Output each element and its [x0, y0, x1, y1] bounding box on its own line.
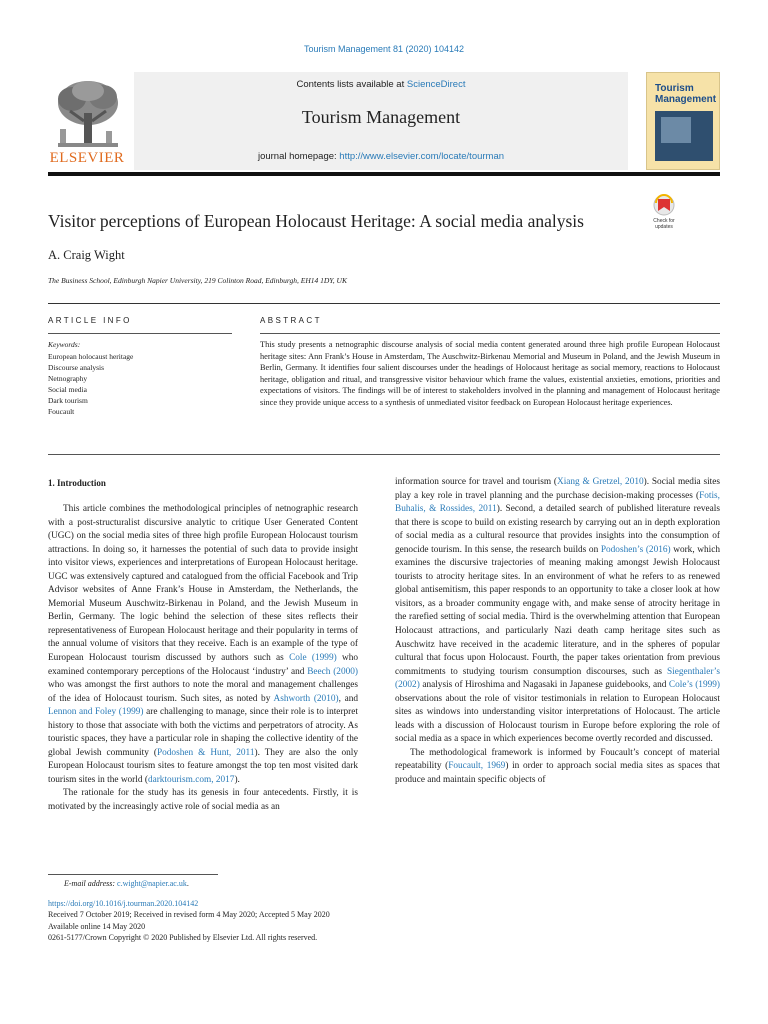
copyright: 0261-5177/Crown Copyright © 2020 Published by Elsevier Ltd. All rights reserved. [48, 932, 318, 942]
email-link[interactable]: c.wight@napier.ac.uk [117, 879, 187, 888]
body-column-left [48, 503, 358, 815]
divider [48, 303, 720, 304]
citation-link[interactable]: Podoshen & Hunt, 2011 [156, 747, 255, 758]
abstract-heading: ABSTRACT [260, 316, 322, 325]
elsevier-wordmark: ELSEVIER [49, 150, 125, 166]
publication-info [48, 898, 330, 943]
email-label: E-mail address: [64, 879, 116, 888]
paragraph: This article combines the methodological principles of netnographic research with a post-structuralist discursive analytic to critique User Generated Content (UGC) on the social media sites of three high profile European Holocaust tourism attractions. In doing so, it harnesses the potential of such data to provide insight into visitor views, experiences and interpretations of European Holocaust heritage. UGC was extensively captured and catalogued from the official Facebook and Trip Advisor websites of Anne Frank’s House in Amsterdam, the Netherlands, the Memorial Museum Auschwitz-Birkenau in Poland, and the Jewish Museum in Berlin, Germany. The logic behind the selection of these sites reflects their representativeness of European Holocaust heritage and their popularity in terms of the annual volume of visitors that they receive. Each is an example of the type of European Holocaust tourism discussed by authors such as Cole (1999) who examined contemporary perceptions of the Holocaust ‘industry’ and Beech (2000) who was amongst the first authors to note the moral and management challenges of the idea of Holocaust tourism. Such sites, as noted by Ashworth (2010), and Lennon and Foley (1999) are challenging to manage, since their role is to interpret history to those that associate with both the victims and perpetrators of atrocity. As touristic spaces, they have a particular role in shaping the collective identity of the global Jewish community (Podoshen & Hunt, 2011). They are also the only European Holocaust tourism sites to feature amongst the top ten most visited dark tourism sites in the world (darktourism.com, 2017). [48, 504, 359, 785]
header-rule [48, 172, 720, 176]
paragraph: The rationale for the study has its genesis in four antecedents. Firstly, it is motivated by the increasingly active role of social media as an [48, 788, 358, 813]
divider [48, 454, 720, 455]
abstract-rule [260, 333, 720, 334]
keyword-item: Dark tourism [48, 396, 88, 405]
homepage-prefix: journal homepage: [257, 151, 340, 162]
citation-link[interactable]: Lennon and Foley (1999) [48, 707, 144, 718]
keyword-item: Discourse analysis [48, 363, 105, 372]
keyword-item: Netnography [48, 374, 88, 383]
abstract-text: This study presents a netnographic discourse analysis of social media content generated around three high profile European Holocaust heritage sites: Ann Frank’s House in Amsterdam, The Auschwitz-Birkenau Memorial and Museum in Poland, and the Jewish Museum in Berlin, Germany. It identifies four salient discourses under the headings of Holocaust heritage as social memory, reactions to Holocaust heritage, obligation and ritual, and transgressive visitor behaviour which frame the values, existential anxieties, emotions, priorities and expectations of visitors. The findings will be of interest to stakeholders involved in the planning and management of Holocaust heritage since they provide unique access to a synthesis of unmediated visitor feedback on European Holocaust heritage experiences. [260, 340, 720, 407]
citation-link[interactable]: Beech (2000) [307, 666, 358, 677]
cover-title [655, 83, 716, 105]
homepage-line [134, 151, 628, 162]
citation-link[interactable]: Podoshen’s (2016) [600, 544, 671, 555]
cover-title-line1: Tourism [655, 83, 694, 94]
article-info-rule [48, 333, 232, 334]
elsevier-tree-icon [48, 73, 126, 151]
sciencedirect-link[interactable]: ScienceDirect [406, 79, 466, 90]
check-updates-label-line2: updates [655, 224, 673, 229]
keyword-item: Social media [48, 385, 87, 394]
keywords-list [48, 351, 133, 417]
footnote-rule [48, 874, 218, 875]
journal-cover-thumbnail[interactable] [646, 72, 720, 170]
citation-link[interactable]: Fotis, Buhalis, & Rossides, 2011 [395, 490, 720, 515]
keyword-item: European holocaust heritage [48, 352, 134, 361]
paragraph: information source for travel and tourism (Xiang & Gretzel, 2010). Social media sites play a key role in travel planning and the purchase decision-making processes (Fotis, Buhalis, & Rossides, 2011). Second, a detailed search of published literature reveals that there is scope to build on existing research by carrying out an in depth exploration of social media as a cultural resource that provides insights into the consumption of genocide tourism. In this sense, the research builds on Podoshen’s (2016) work, which examines the discursive trajectories of meaning making amongst Jewish Holocaust tourists to atrocity heritage sites. In an environment of what he refers to as renewed global antisemitism, this paper responds to an opportunity to take a closer look at how visitors, as a broader community engage with, and make sense of atrocity heritage in the rarefied setting of social media. Third is the overwhelming attention that European Holocaust attractions, and particularly Nazi death camp heritage sites such as Auschwitz have received in the academic literature, and in the spheres of popular cultural that focus upon Holocaust. Fourth, the paper takes orientation from previous commitments to studying tourism consumption discourses, such as Siegenthaler’s (2002) analysis of Hiroshima and Nagasaki in Japanese guidebooks, and Cole’s (1999) observations about the role of visitor testimonials in relation to European Holocaust sites as windows into understanding visitor interpretations of Holocaust. The article leads with a discussion of Holocaust tourism in Europe before exploring the role of social media as a space in which experiences become overtly recorded and discussed. [395, 477, 720, 745]
author-name: A. Craig Wight [48, 248, 125, 262]
paragraph: The methodological framework is informed by Foucault’s concept of material repeatability (Foucault, 1969) in order to approach social media sites as spaces that produce and maintain specific objects of [395, 747, 720, 786]
cover-image-inset [661, 117, 691, 143]
check-updates-label-line1: Check for [653, 218, 675, 224]
contents-prefix: Contents lists available at [296, 79, 407, 90]
journal-reference-link[interactable]: Tourism Management 81 (2020) 104142 [303, 44, 465, 54]
available-online: Available online 14 May 2020 [48, 921, 146, 931]
check-for-updates-button[interactable] [648, 193, 680, 229]
section-heading-introduction: 1. Introduction [48, 478, 106, 488]
keywords-label: Keywords: [48, 340, 81, 349]
citation-link[interactable]: Xiang & Gretzel, 2010 [556, 477, 644, 487]
cover-title-line2: Management [655, 94, 717, 105]
footnote-email: E-mail address: c.wight@napier.ac.uk. [64, 879, 189, 888]
contents-line [134, 79, 628, 90]
received-dates: Received 7 October 2019; Received in revised form 4 May 2020; Accepted 5 May 2020 [48, 910, 330, 920]
citation-link[interactable]: darktourism.com, 2017 [147, 774, 235, 785]
journal-homepage-link[interactable]: http://www.elsevier.com/locate/tourman [339, 151, 505, 162]
article-info-heading: ARTICLE INFO [48, 316, 132, 325]
doi-link[interactable]: https://doi.org/10.1016/j.tourman.2020.104142 [48, 899, 199, 908]
body-column-right [395, 476, 720, 788]
article-title: Visitor perceptions of European Holocaust Heritage: A social media analysis [48, 211, 584, 231]
check-updates-icon [648, 193, 680, 229]
citation-link[interactable]: Ashworth (2010) [273, 693, 339, 704]
citation-link[interactable]: Cole’s (1999) [668, 680, 720, 691]
journal-title: Tourism Management [301, 107, 461, 127]
citation-link[interactable]: Siegenthaler’s (2002) [395, 666, 720, 691]
citation-link[interactable]: Cole (1999) [289, 653, 337, 664]
author-affiliation: The Business School, Edinburgh Napier University, 219 Colinton Road, Edinburgh, EH14 1DY, UK [48, 276, 347, 285]
citation-link[interactable]: Foucault, 1969 [448, 761, 506, 772]
keyword-item: Foucault [48, 407, 75, 416]
